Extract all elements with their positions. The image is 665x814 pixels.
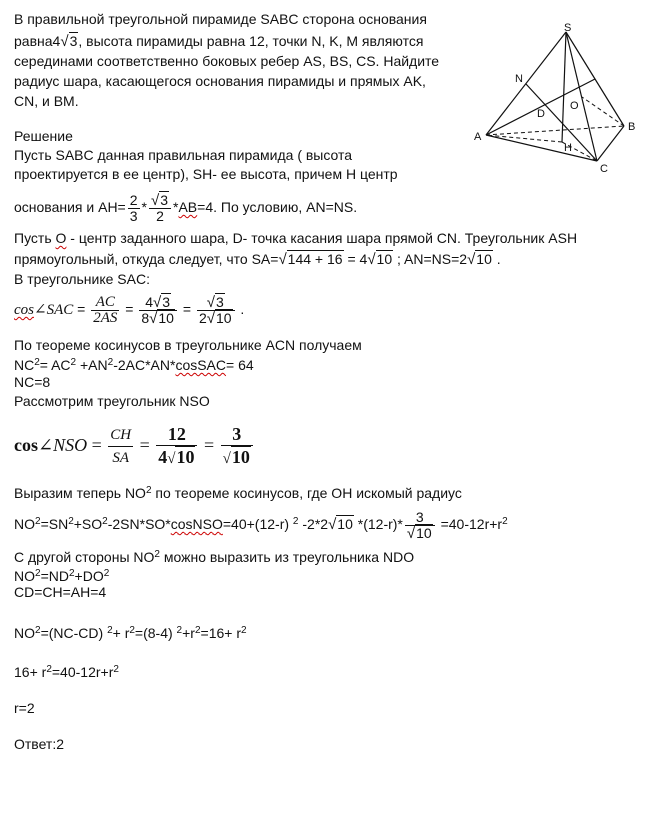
label-h: H bbox=[564, 142, 572, 154]
solution-line-3: основания и AH= $\frac{2}{3}$ * $\frac{√3}{2}$ *AB=4. По условию, AN=NS. bbox=[14, 191, 358, 224]
solution-line-15: CD=CH=AH=4 bbox=[14, 584, 107, 600]
edge-ab-hidden bbox=[486, 126, 624, 135]
solution-line-2: проектируется в ее центр), SH- ее высота, причем H центр bbox=[14, 166, 398, 182]
fraction: $\frac{√3}{2}$ bbox=[149, 193, 171, 224]
label-s: S bbox=[564, 22, 572, 34]
solution-line-6: В треугольнике SAC: bbox=[14, 271, 150, 287]
segment-bm-hidden bbox=[582, 97, 624, 126]
label-b: B bbox=[628, 121, 636, 133]
solution-line-10: Рассмотрим треугольник NSO bbox=[14, 393, 210, 409]
label-o: O bbox=[570, 100, 579, 112]
solution-line-9: NC=8 bbox=[14, 374, 51, 390]
solution-heading: Решение bbox=[14, 128, 73, 144]
solution-line-18: r=2 bbox=[14, 700, 35, 716]
solution-line-13: С другой стороны $NO^2$ можно выразить из треугольника NDO bbox=[14, 549, 415, 565]
label-c: C bbox=[600, 163, 608, 174]
solution-line-8: $NC^2= AC^2$ $+AN^2-2AC*AN*cosSAC= 64$ bbox=[14, 357, 254, 373]
segment-ha-hidden bbox=[486, 135, 562, 142]
solution-line-7: По теореме косинусов в треугольнике ACN получаем bbox=[14, 337, 362, 353]
label-n: N bbox=[515, 73, 523, 85]
solution-line-11: Выразим теперь $NO^2$ по теореме косинусов, где OH искомый радиус bbox=[14, 485, 462, 501]
solution-line-17: $16+ r^2=40-12r+r^2$ bbox=[14, 664, 119, 680]
label-a: A bbox=[474, 131, 482, 143]
edge-sa bbox=[486, 32, 566, 135]
formula-cos-sac: cos∠SAC = $\frac{AC}{2AS}$ = $\frac{4√3}{8√10}$ = $\frac{√3}{2√10}$ . bbox=[14, 293, 245, 327]
problem-line-1: В правильной треугольной пирамиде SABC сторона основания bbox=[14, 11, 427, 27]
problem-line-3: серединами соответственно боковых ребер AS, BS, CS. Найдите bbox=[14, 53, 440, 69]
label-d: D bbox=[537, 108, 545, 120]
solution-line-4: Пусть O - центр заданного шара, D- точка касания шара прямой CN. Треугольник ASH bbox=[14, 230, 578, 246]
answer: Ответ:2 bbox=[14, 736, 64, 752]
formula-cos-nso: cos∠NSO = $\frac{CH}{SA}$ = $\frac{12}{4√10}$ = $\frac{3}{√10}$ bbox=[14, 420, 255, 470]
problem-line-4: радиус шара, касающегося основания пирамиды и прямых AK, bbox=[14, 73, 426, 89]
problem-line-5: CN, и BM. bbox=[14, 93, 79, 109]
solution-line-12: $NO^2=SN^2+SO^2-2SN*SO*cosNSO=40+(12-r)$ $^2$ -2*2√10 *(12-r)* $\frac{3}{√10}$ $=40-12r+r^2$ bbox=[14, 508, 508, 542]
solution-line-16: $NO^2=(NC-CD)$ $^2+ r^2=(8-4)$ $^2+r^2=16+ r^2$ bbox=[14, 625, 247, 641]
problem-line-2: равна4√3, высота пирамиды равна 12, точки N, K, M являются bbox=[14, 33, 424, 50]
solution-line-1: Пусть SABC данная правильная пирамида ( высота bbox=[14, 147, 353, 163]
edge-ac bbox=[486, 135, 597, 161]
pyramid-diagram bbox=[474, 22, 650, 174]
segment-ak bbox=[486, 79, 595, 135]
edge-bc bbox=[597, 126, 624, 161]
solution-line-14: $NO^2=ND^2+DO^2$ bbox=[14, 568, 110, 584]
solution-line-5: прямоугольный, откуда следует, что SA=√144 + 16 = 4√10 ; AN=NS=2√10 . bbox=[14, 251, 501, 268]
fraction: $\frac{2}{3}$ bbox=[129, 191, 138, 224]
